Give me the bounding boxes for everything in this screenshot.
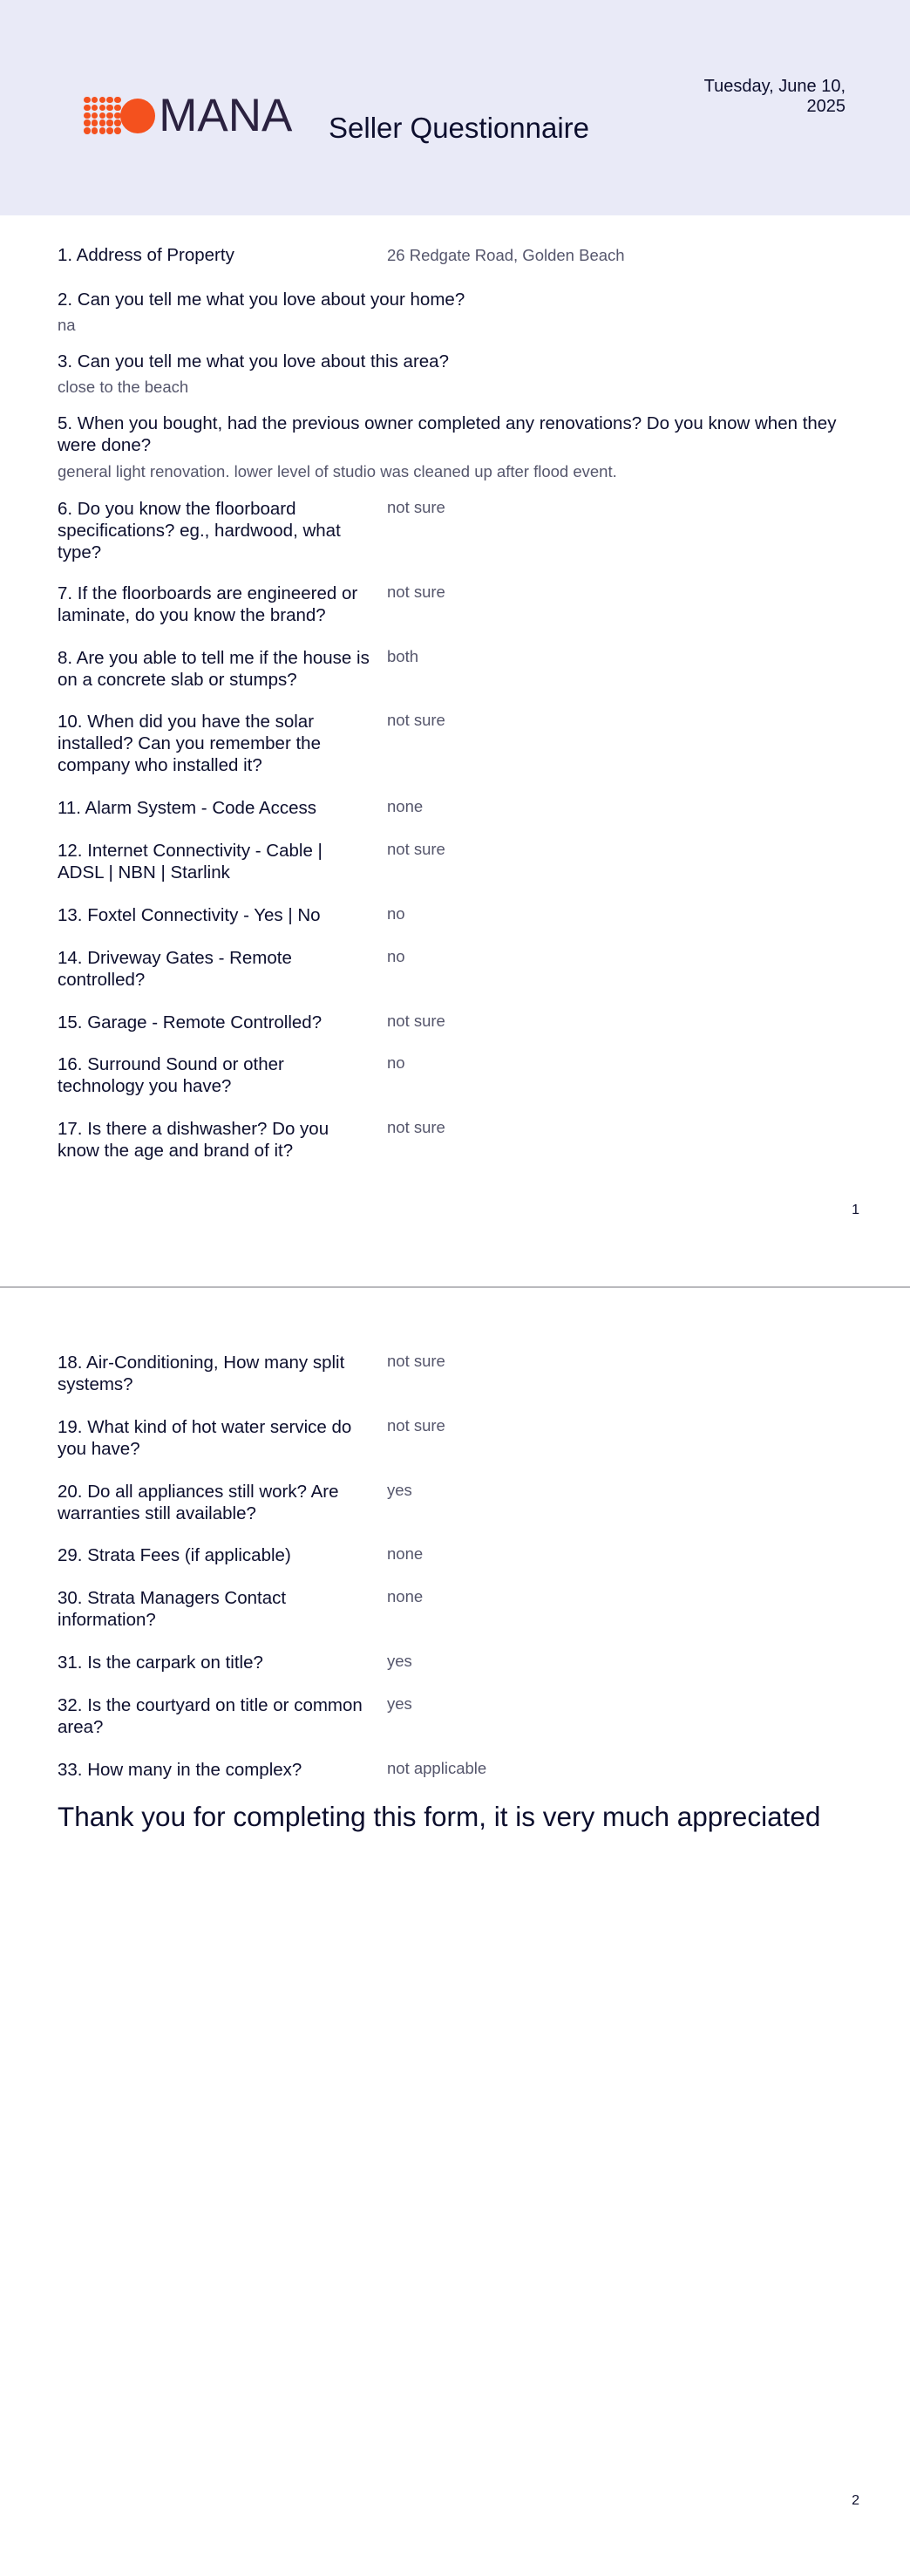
page-divider [0,1286,910,1288]
question-15: 15. Garage - Remote Controlled? [58,1012,323,1032]
header-band [0,0,910,215]
question-6: 6. Do you know the floorboard specifications? eg., hardwood, what type? [58,499,341,562]
question-11: 11. Alarm System - Code Access [58,798,316,818]
page-1 [0,0,910,1287]
question-5: 5. When you bought, had the previous owner completed any renovations? Do you know when they were done? [58,413,837,455]
answer-31: yes [387,1652,412,1670]
question-14: 14. Driveway Gates - Remote controlled? [58,948,292,990]
question-1: 1. Address of Property [58,245,234,265]
question-17: 17. Is there a dishwasher? Do you know the age and brand of it? [58,1119,329,1161]
mana-logo [84,92,292,139]
answer-7: not sure [387,583,445,601]
answer-15: not sure [387,1012,445,1030]
answer-19: not sure [387,1416,445,1435]
question-20: 20. Do all appliances still work? Are warranties still available? [58,1482,339,1523]
answer-14: no [387,947,405,965]
question-29: 29. Strata Fees (if applicable) [58,1545,291,1565]
question-31: 31. Is the carpark on title? [58,1653,263,1673]
logo-circle-icon [120,99,155,133]
answer-10: not sure [387,711,445,729]
question-2: 2. Can you tell me what you love about your home? [58,290,465,310]
question-13: 13. Foxtel Connectivity - Yes | No [58,905,321,925]
question-7: 7. If the floorboards are engineered or laminate, do you know the brand? [58,583,358,625]
logo-wordmark: MANA [159,90,293,141]
question-33: 33. How many in the complex? [58,1760,302,1780]
question-32: 32. Is the courtyard on title or common area? [58,1695,363,1737]
question-12: 12. Internet Connectivity - Cable | ADSL | NBN | Starlink [58,841,323,883]
answer-16: no [387,1053,405,1072]
answer-20: yes [387,1481,412,1499]
question-8: 8. Are you able to tell me if the house is on a concrete slab or stumps? [58,648,370,690]
page-number-2: 2 [852,2493,859,2508]
answer-29: none [387,1544,424,1563]
answer-2: na [58,316,76,334]
logo-dot-grid-icon [84,97,121,134]
page-number-1: 1 [852,1203,859,1217]
answer-11: none [387,797,424,815]
answer-1: 26 Redgate Road, Golden Beach [387,246,625,264]
answer-18: not sure [387,1352,445,1370]
answer-8: both [387,647,419,665]
question-3: 3. Can you tell me what you love about this area? [58,351,449,371]
answer-3: close to the beach [58,378,189,396]
answer-17: not sure [387,1118,445,1136]
answer-33: not applicable [387,1759,487,1777]
answer-5: general light renovation. lower level of studio was cleaned up after flood event. [58,462,617,480]
answer-12: not sure [387,840,445,858]
question-16: 16. Surround Sound or other technology you have? [58,1054,284,1096]
thank-you-message: Thank you for completing this form, it is very much appreciated [58,1801,821,1832]
document-title: Seller Questionnaire [329,112,589,144]
question-30: 30. Strata Managers Contact information? [58,1588,287,1630]
answer-30: none [387,1587,424,1605]
question-18: 18. Air-Conditioning, How many split systems? [58,1353,345,1394]
answer-6: not sure [387,498,445,516]
question-10: 10. When did you have the solar installed? Can you remember the company who installed it? [58,712,321,775]
question-19: 19. What kind of hot water service do you have? [58,1417,352,1459]
document-date: Tuesday, June 10, 2025 [703,77,845,116]
answer-32: yes [387,1694,412,1713]
answer-13: no [387,904,405,923]
